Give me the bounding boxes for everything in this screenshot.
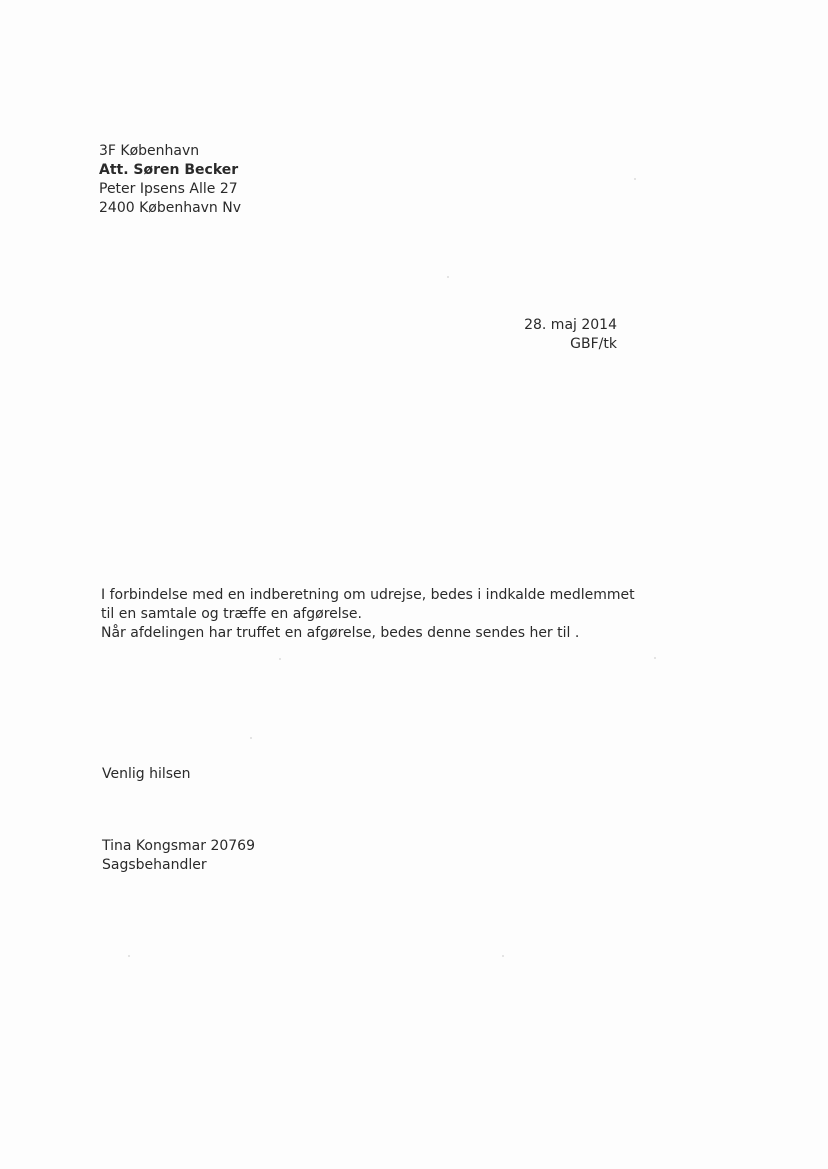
signature-name: Tina Kongsmar 20769 xyxy=(102,838,255,854)
letter-signature xyxy=(102,837,255,875)
body-line-3: Når afdelingen har truffet en afgørelse, bedes denne sendes her til . xyxy=(101,625,580,641)
recipient-address xyxy=(99,142,241,218)
scan-speck xyxy=(634,178,636,180)
recipient-street: Peter Ipsens Alle 27 xyxy=(99,181,238,197)
scan-speck xyxy=(447,276,449,278)
scan-speck xyxy=(502,955,504,957)
body-line-1: I forbindelse med en indberetning om udrejse, bedes i indkalde medlemmet xyxy=(101,587,635,603)
closing-greeting: Venlig hilsen xyxy=(102,766,191,782)
letter-closing xyxy=(102,765,191,784)
signature-title: Sagsbehandler xyxy=(102,857,207,873)
body-line-2: til en samtale og træffe en afgørelse. xyxy=(101,606,362,622)
recipient-org: 3F København xyxy=(99,143,200,159)
letter-meta xyxy=(524,316,617,354)
letter-reference: GBF/tk xyxy=(570,336,617,352)
recipient-attention: Att. Søren Becker xyxy=(99,162,239,178)
letter-body xyxy=(101,586,635,643)
scan-speck xyxy=(250,737,252,739)
scan-speck xyxy=(654,657,656,659)
letter-date: 28. maj 2014 xyxy=(524,317,617,333)
scan-speck xyxy=(128,955,130,957)
scan-speck xyxy=(279,658,281,660)
recipient-postal: 2400 København Nv xyxy=(99,200,242,216)
